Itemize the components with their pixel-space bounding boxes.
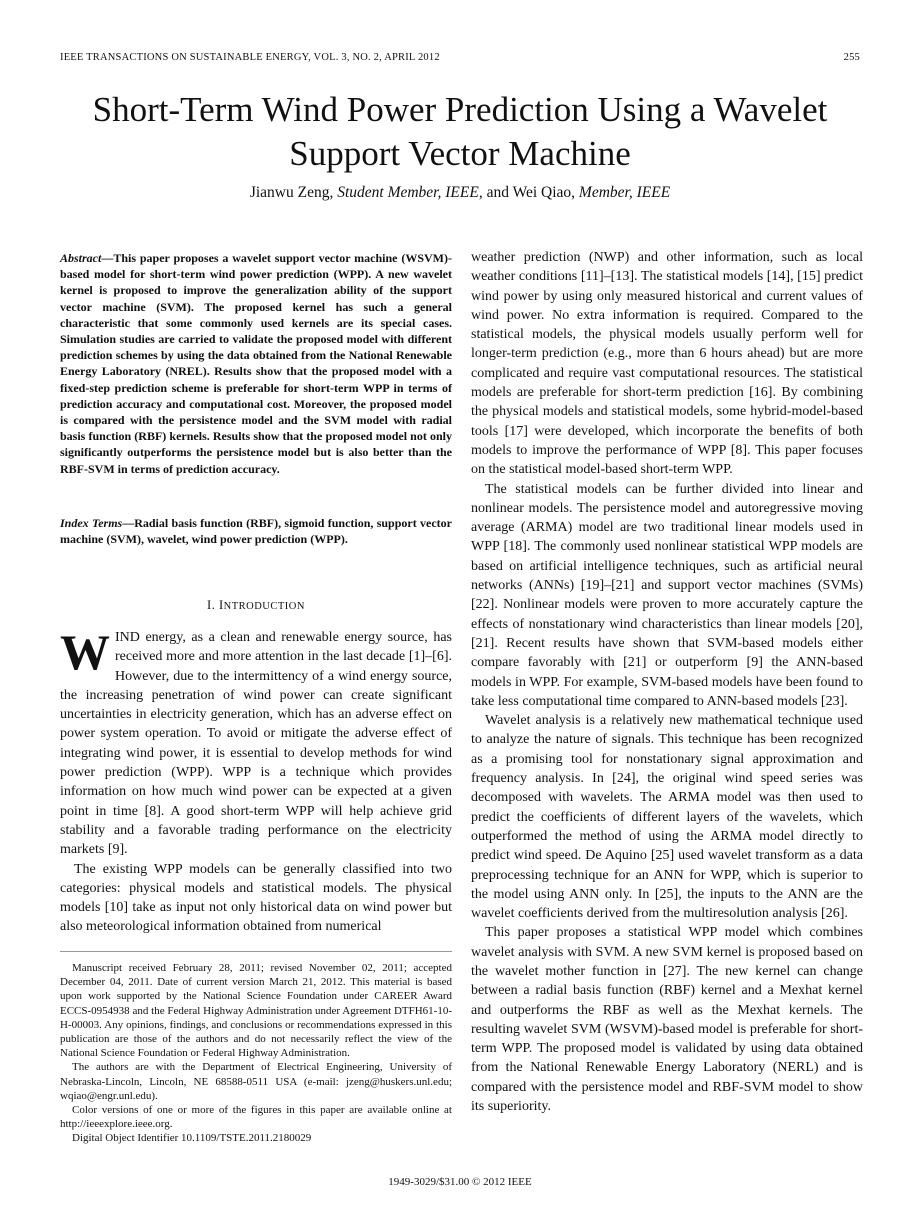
running-header — [60, 52, 860, 63]
right-column-text — [471, 248, 863, 1116]
drop-cap: W — [60, 624, 110, 680]
right-paragraph-1: weather prediction (NWP) and other information, such as local weather conditions [11]–[13]. The statistical models [14], [15] predict wind power by using only measured historical and current values of wind power. No extra information is required. Compared to the statistical models, the physical models usually perform well for longer-term prediction (e.g., more than 6 hours ahead) but are more complicated and require vast computational resources. The statistical models are preferable for short-term prediction [16]. By combining the physical models and statistical models, some hybrid-model-based tools [17] were developed, which incorporate the benefits of both models to improve the performance of WPP [8]. This paper focuses on the statistical model-based short-term WPP. — [471, 250, 863, 478]
paper-title: Short-Term Wind Power Prediction Using a Wavelet Support Vector Machine — [92, 90, 828, 173]
footnote-affiliation: The authors are with the Department of Electrical Engineering, University of Nebraska-Lincoln, Lincoln, NE 68588-0511 USA (e-mail: jzeng@huskers.unl.edu; wqiao@engr.unl.edu). — [60, 1061, 452, 1102]
index-terms — [60, 515, 452, 547]
footnotes — [60, 961, 452, 1146]
abstract-text: —This paper proposes a wavelet support vector machine (WSVM)-based model for short-term wind power prediction (WPP). A new wavelet kernel is proposed to improve the generalization ability of the support vector machine (SVM). The proposed kernel has such a general characteristic that some commonly used kernels are its special cases. Simulation studies are carried to validate the proposed model with different prediction schemes by using the data obtained from the National Renewable Energy Laboratory (NREL). Results show that the proposed model with a fixed-step prediction scheme is preferable for short-term WPP in terms of prediction accuracy and computational cost. Moreover, the proposed model is compared with the persistence model and the SVM model with radial basis function (RBF) kernels. Results show that the proposed model not only significantly outperforms the persistence model but is also better than the RBF-SVM in terms of prediction accuracy. — [60, 251, 452, 476]
abstract — [60, 250, 452, 477]
page-number: 255 — [843, 52, 860, 63]
section-title-first: I — [218, 598, 224, 612]
author-2-name: Wei Qiao — [512, 184, 572, 201]
footnote-manuscript: Manuscript received February 28, 2011; revised November 02, 2011; accepted December 04, 2011. Date of current version March 21, 2012. This material is based upon work supported by the National Science Foundation under CAREER Award ECCS-0954938 and the Federal Highway Administration under Agreement DTFH61-10-H-00003. Any opinions, findings, and conclusions or recommendations expressed in this publication are those of the authors and do not necessarily reflect the view of the National Science Foundation or Federal Highway Administration. — [60, 962, 452, 1060]
author-1-name: Jianwu Zeng — [249, 184, 330, 201]
footnote-divider — [60, 951, 452, 952]
footnote-color: Color versions of one or more of the figures in this paper are available online at http://ieeexplore.ieee.org. — [60, 1104, 452, 1131]
author-line: Jianwu Zeng, Student Member, IEEE, and Wei Qiao, Member, IEEE — [249, 184, 671, 201]
intro-paragraph-1: IND energy, as a clean and renewable energy source, has received more and more attention in the last decade [1]–[6]. However, due to the intermittency of a wind energy source, the increasing penetration of wind power can create significant uncertainties in electricity generation, which has an adverse effect on power system operation. To avoid or mitigate the adverse effect of integrating wind power, it is essential to develop methods for wind power prediction (WPP). WPP is a technique which provides information on how much wind power can be expected at a given point in time [8]. A good short-term WPP will help achieve grid stability and a favorable trading performance on the electricity markets [9]. — [60, 630, 452, 858]
index-terms-text: —Radial basis function (RBF), sigmoid function, support vector machine (SVM), wavelet, wind power prediction (WPP). — [60, 516, 452, 546]
section-heading — [60, 598, 452, 613]
intro-paragraph-2: The existing WPP models can be generally classified into two categories: physical models and statistical models. The physical models [10] take as input not only historical data on wind power but also meteorological information obtained from numerical — [60, 861, 452, 935]
right-paragraph-3: Wavelet analysis is a relatively new mathematical technique used to analyze the nature of signals. This technique has been recognized as a promising tool for nonstationary signal approximation and frequency analysis. In [24], the original wind speed series was decomposed with wavelets. The ARMA model was then used to predict the coefficients of different layers of the wavelets, which outperformed the method of using the ARMA model directly to predict wind speed. De Aquino [25] used wavelet transform as a data preprocessing technique for an ANN for WPP, which is superior to the model using ANN only. In [25], the inputs to the ANN are the wavelet coefficients derived from the multiresolution analysis [26]. — [471, 713, 863, 922]
index-terms-label: Index Terms — [60, 516, 123, 530]
author-1-role: Student Member, IEEE — [337, 184, 479, 201]
right-paragraph-4: This paper proposes a statistical WPP model which combines wavelet analysis with SVM. A new SVM kernel is proposed based on the wavelet mother function in [27]. The new kernel can change between a radial basis function (RBF) kernel and a Mexhat kernel and outperforms the RBF as well as the Mexhat kernels. The resulting wavelet SVM (WSVM)-based model is preferable for short-term WPP. The proposed model is validated by using data obtained from the National Renewable Energy Laboratory (NERL) and is compared with the persistence model and RBF-SVM model to show its superiority. — [471, 925, 863, 1115]
author-joiner: and — [486, 184, 509, 201]
introduction-text — [60, 624, 452, 937]
copyright-line: 1949-3029/$31.00 © 2012 IEEE — [388, 1176, 532, 1188]
footnote-doi: Digital Object Identifier 10.1109/TSTE.2011.2180029 — [72, 1132, 312, 1145]
journal-name: IEEE TRANSACTIONS ON SUSTAINABLE ENERGY, VOL. 3, NO. 2, APRIL 2012 — [60, 52, 440, 63]
right-paragraph-2: The statistical models can be further divided into linear and nonlinear models. The persistence model and autoregressive moving average (ARMA) model are two traditional linear models used in WPP [18]. The commonly used nonlinear statistical WPP models are based on artificial intelligence techniques, such as artificial neural networks (ANNs) [19]–[21] and support vector machines (SVMs) [22]. Nonlinear models were proven to more accurately capture the effects of nonstationary wind characteristics than linear models [20], [21]. Recent results have shown that SVM-based models either compare favorably with [21] or outperform [9] the ANN-based models in WPP. For example, SVM-based models have been found to take less computational time compared to ANN-based models [23]. — [471, 481, 863, 709]
section-numeral: I. — [207, 598, 216, 612]
section-title-rest: NTRODUCTION — [223, 601, 305, 612]
author-2-role: Member, IEEE — [578, 184, 671, 201]
abstract-label: Abstract — [60, 251, 102, 265]
